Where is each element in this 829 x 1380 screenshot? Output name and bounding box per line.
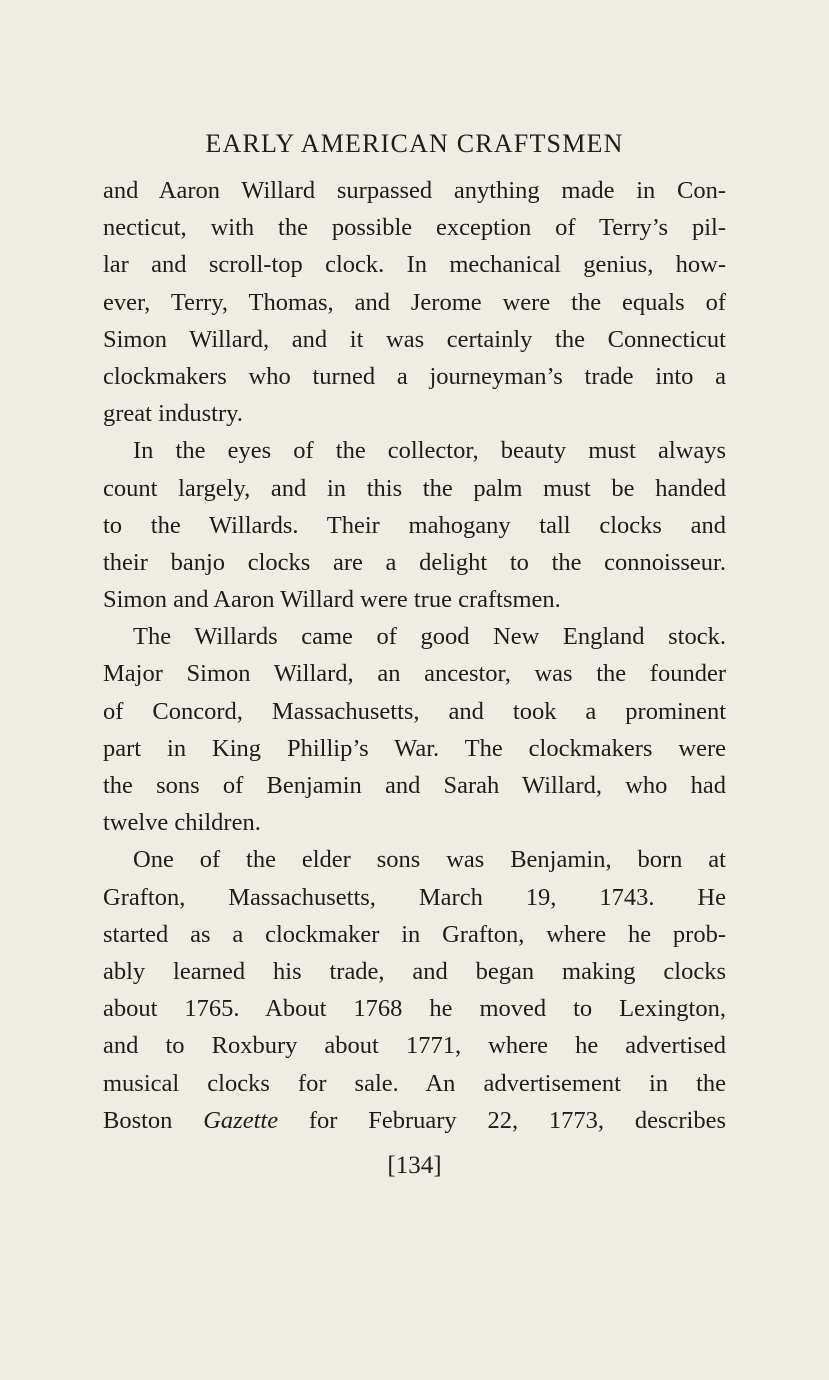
text-segment: for February 22, 1773, describes [278,1106,726,1134]
text-line: about 1765. About 1768 he moved to Lexington, [103,995,726,1023]
text-line: Simon and Aaron Willard were true craftsmen. [103,586,561,614]
text-line: lar and scroll-top clock. In mechanical genius, how- [103,251,726,279]
text-line: Grafton, Massachusetts, March 19, 1743. He [103,883,726,911]
page-number: [134] [387,1152,442,1179]
text-line: ever, Terry, Thomas, and Jerome were the equals of [103,288,726,316]
text-line: ably learned his trade, and began making clocks [103,957,726,985]
text-line: their banjo clocks are a delight to the connoisseur. [103,548,726,576]
text-line: The Willards came of good New England stock. [133,623,726,651]
text-line: to the Willards. Their mahogany tall clocks and [103,511,726,539]
text-line: great industry. [103,400,243,428]
text-line: necticut, with the possible exception of Terry’s pil- [103,214,726,242]
text-line: of Concord, Massachusetts, and took a prominent [103,697,726,725]
text-line: clockmakers who turned a journeyman’s trade into a [103,362,726,390]
body-text [103,172,726,1139]
text-line: started as a clockmaker in Grafton, where he prob- [103,920,726,948]
text-line: and Aaron Willard surpassed anything made in Con- [103,177,726,204]
text-line: Major Simon Willard, an ancestor, was the founder [103,660,726,688]
text-line: and to Roxbury about 1771, where he advertised [103,1032,726,1060]
text-line-final [103,1102,726,1139]
text-line: twelve children. [103,809,261,837]
text-line: In the eyes of the collector, beauty must always [133,437,726,465]
text-line: One of the elder sons was Benjamin, born at [133,846,726,874]
periodical-title: Gazette [203,1106,279,1134]
text-line: the sons of Benjamin and Sarah Willard, who had [103,772,726,799]
text-line: part in King Phillip’s War. The clockmakers were [103,734,726,762]
text-line: Simon Willard, and it was certainly the Connecticut [103,325,726,353]
text-line: count largely, and in this the palm must be handed [103,474,726,502]
text-line: musical clocks for sale. An advertisement in the [103,1069,726,1097]
running-head: EARLY AMERICAN CRAFTSMEN [205,129,624,158]
text-segment: Boston [103,1106,204,1134]
